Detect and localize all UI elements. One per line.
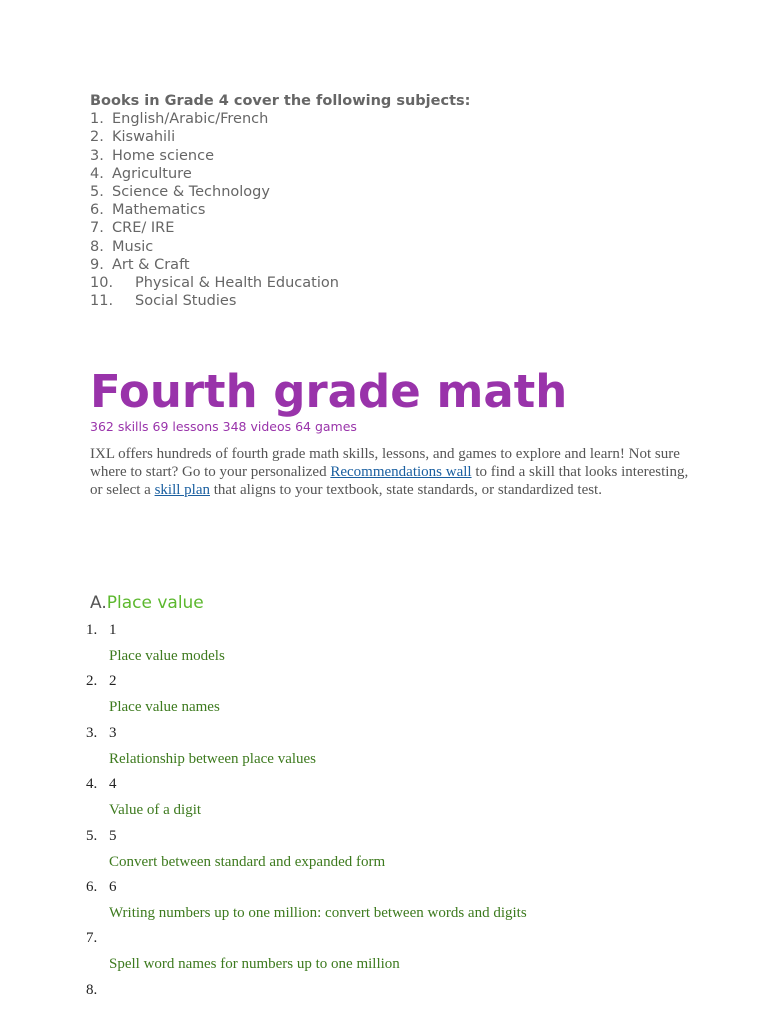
- list-item: [90, 110, 690, 128]
- skill-number: 6.: [86, 878, 98, 895]
- skill-link[interactable]: Place value names: [109, 699, 220, 716]
- skill-link[interactable]: Writing numbers up to one million: convert between words and digits: [109, 904, 527, 921]
- section-name: Place value: [106, 593, 204, 613]
- skill-number: 3.: [86, 724, 98, 741]
- skill-link[interactable]: Place value models: [109, 648, 225, 664]
- books-heading: Books in Grade 4 cover the following subjects:: [90, 93, 471, 109]
- subject-label: Kiswahili: [112, 129, 176, 146]
- document-page: [86, 92, 690, 998]
- skill-number: 4.: [86, 776, 98, 793]
- skill-number: 1.: [86, 622, 98, 638]
- skill-link[interactable]: Convert between standard and expanded form: [109, 853, 386, 870]
- skill-number: 5.: [86, 827, 98, 844]
- page-title: Fourth grade math: [90, 365, 568, 418]
- list-number: 7.: [90, 220, 104, 237]
- skill-code: 1: [109, 622, 117, 638]
- skill-number: 8.: [86, 981, 98, 998]
- recommendations-wall-link[interactable]: Recommendations wall: [330, 464, 472, 480]
- stats-line: 362 skills 69 lessons 348 videos 64 games: [90, 419, 357, 434]
- subject-label: Social Studies: [135, 293, 237, 310]
- skill-link[interactable]: Spell word names for numbers up to one million: [109, 956, 400, 973]
- list-item: [90, 183, 690, 201]
- list-number: 9.: [90, 256, 104, 273]
- list-item: [90, 201, 690, 219]
- subject-list: [90, 110, 690, 310]
- skill-plan-link[interactable]: skill plan: [154, 482, 210, 498]
- list-number: 1.: [90, 111, 104, 128]
- skill-link[interactable]: Relationship between place values: [109, 750, 317, 767]
- skill-code: 3: [109, 724, 117, 741]
- list-number: 4.: [90, 165, 104, 182]
- list-number: 3.: [90, 147, 104, 164]
- list-item: [90, 256, 690, 274]
- list-number: 8.: [90, 238, 104, 255]
- skill-code: 5: [109, 827, 117, 844]
- intro-paragraph: [90, 445, 690, 499]
- list-number: 2.: [90, 129, 104, 146]
- list-item: [90, 274, 690, 292]
- subject-label: Music: [112, 238, 154, 255]
- list-item: [90, 147, 690, 165]
- subject-label: Home science: [112, 147, 214, 164]
- subject-label: Agriculture: [112, 165, 192, 182]
- subject-label: Mathematics: [112, 202, 206, 219]
- skill-link[interactable]: Value of a digit: [109, 802, 202, 819]
- subject-label: Art & Craft: [112, 256, 190, 273]
- subject-label: CRE/ IRE: [112, 220, 175, 237]
- list-number: 6.: [90, 202, 104, 219]
- list-number: 10.: [90, 275, 114, 292]
- subject-label: Science & Technology: [112, 184, 270, 201]
- list-item: [90, 292, 690, 310]
- list-item: [90, 128, 690, 146]
- skill-code: 2: [109, 673, 117, 690]
- section-heading: [90, 592, 204, 614]
- intro-text: to find a skill that looks interesting, or select a: [90, 464, 689, 498]
- list-item: [90, 238, 690, 256]
- list-number: 11.: [90, 293, 114, 310]
- skill-number: 7.: [86, 930, 98, 947]
- skill-code: 4: [109, 776, 117, 793]
- subject-label: English/Arabic/French: [112, 111, 269, 128]
- skill-number: 2.: [86, 673, 98, 690]
- section-letter: A.: [90, 593, 107, 613]
- list-number: 5.: [90, 184, 104, 201]
- list-item: [90, 165, 690, 183]
- intro-text: that aligns to your textbook, state standards, or standardized test.: [209, 482, 602, 498]
- intro-text: IXL offers hundreds of fourth grade math skills, lessons, and games to explore and learn! Not sure where to start? Go to your personalized: [90, 446, 680, 480]
- subject-label: Physical & Health Education: [135, 275, 339, 292]
- skill-code: 6: [109, 878, 117, 895]
- list-item: [90, 219, 690, 237]
